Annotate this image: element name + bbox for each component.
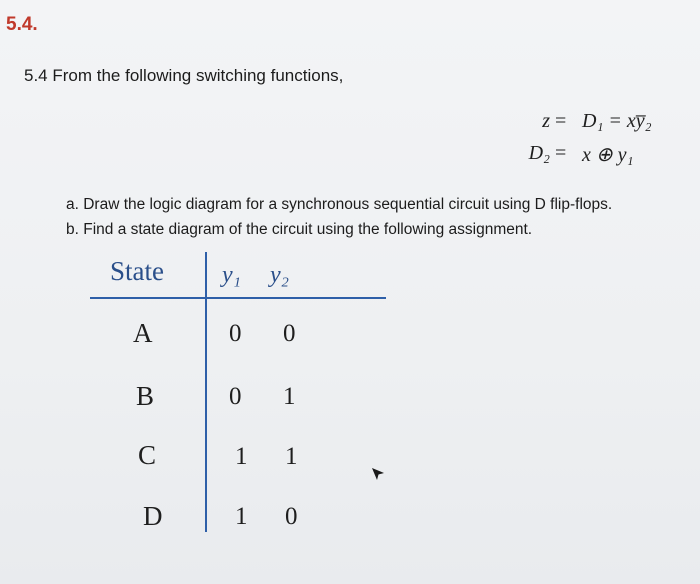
header-state: State: [110, 256, 164, 286]
table-cell-y1: 1: [235, 443, 248, 470]
equals-sign: =: [555, 110, 567, 132]
table-cell-state: A: [133, 318, 153, 348]
table-cell-y2: 1: [285, 443, 298, 470]
part-b-text: b. Find a state diagram of the circuit using the following assignment.: [66, 221, 533, 238]
table-cell-state: C: [138, 440, 157, 470]
table-cell-y1: 1: [235, 503, 248, 530]
table-cell-y1: 0: [229, 320, 242, 347]
part-a-text: a. Draw the logic diagram for a synchronous sequential circuit using D flip-flops.: [66, 196, 613, 213]
table-column-rule: [205, 252, 207, 532]
header-y2: y₂: [270, 262, 289, 288]
table-cell-state: D: [143, 501, 163, 531]
equals-sign: =: [555, 142, 567, 164]
problem-intro: 5.4 From the following switching functions,: [24, 66, 344, 85]
table-cell-y2: 0: [283, 320, 296, 347]
table-cell-y1: 0: [229, 383, 242, 410]
problem-number: 5.4.: [6, 14, 38, 35]
equation-rhs: x ⊕ y₁: [582, 144, 634, 166]
mouse-pointer-icon: [370, 466, 386, 482]
table-cell-y2: 1: [283, 383, 296, 410]
equation-lhs: z: [542, 110, 550, 132]
table-cell-state: B: [136, 381, 155, 411]
equation-rhs: D₁ = xy̅₂: [582, 110, 652, 132]
table-cell-y2: 0: [285, 503, 298, 530]
equation-lhs: D₂: [528, 142, 550, 164]
table-header-rule: [90, 297, 386, 299]
header-y1: y₁: [222, 262, 241, 288]
